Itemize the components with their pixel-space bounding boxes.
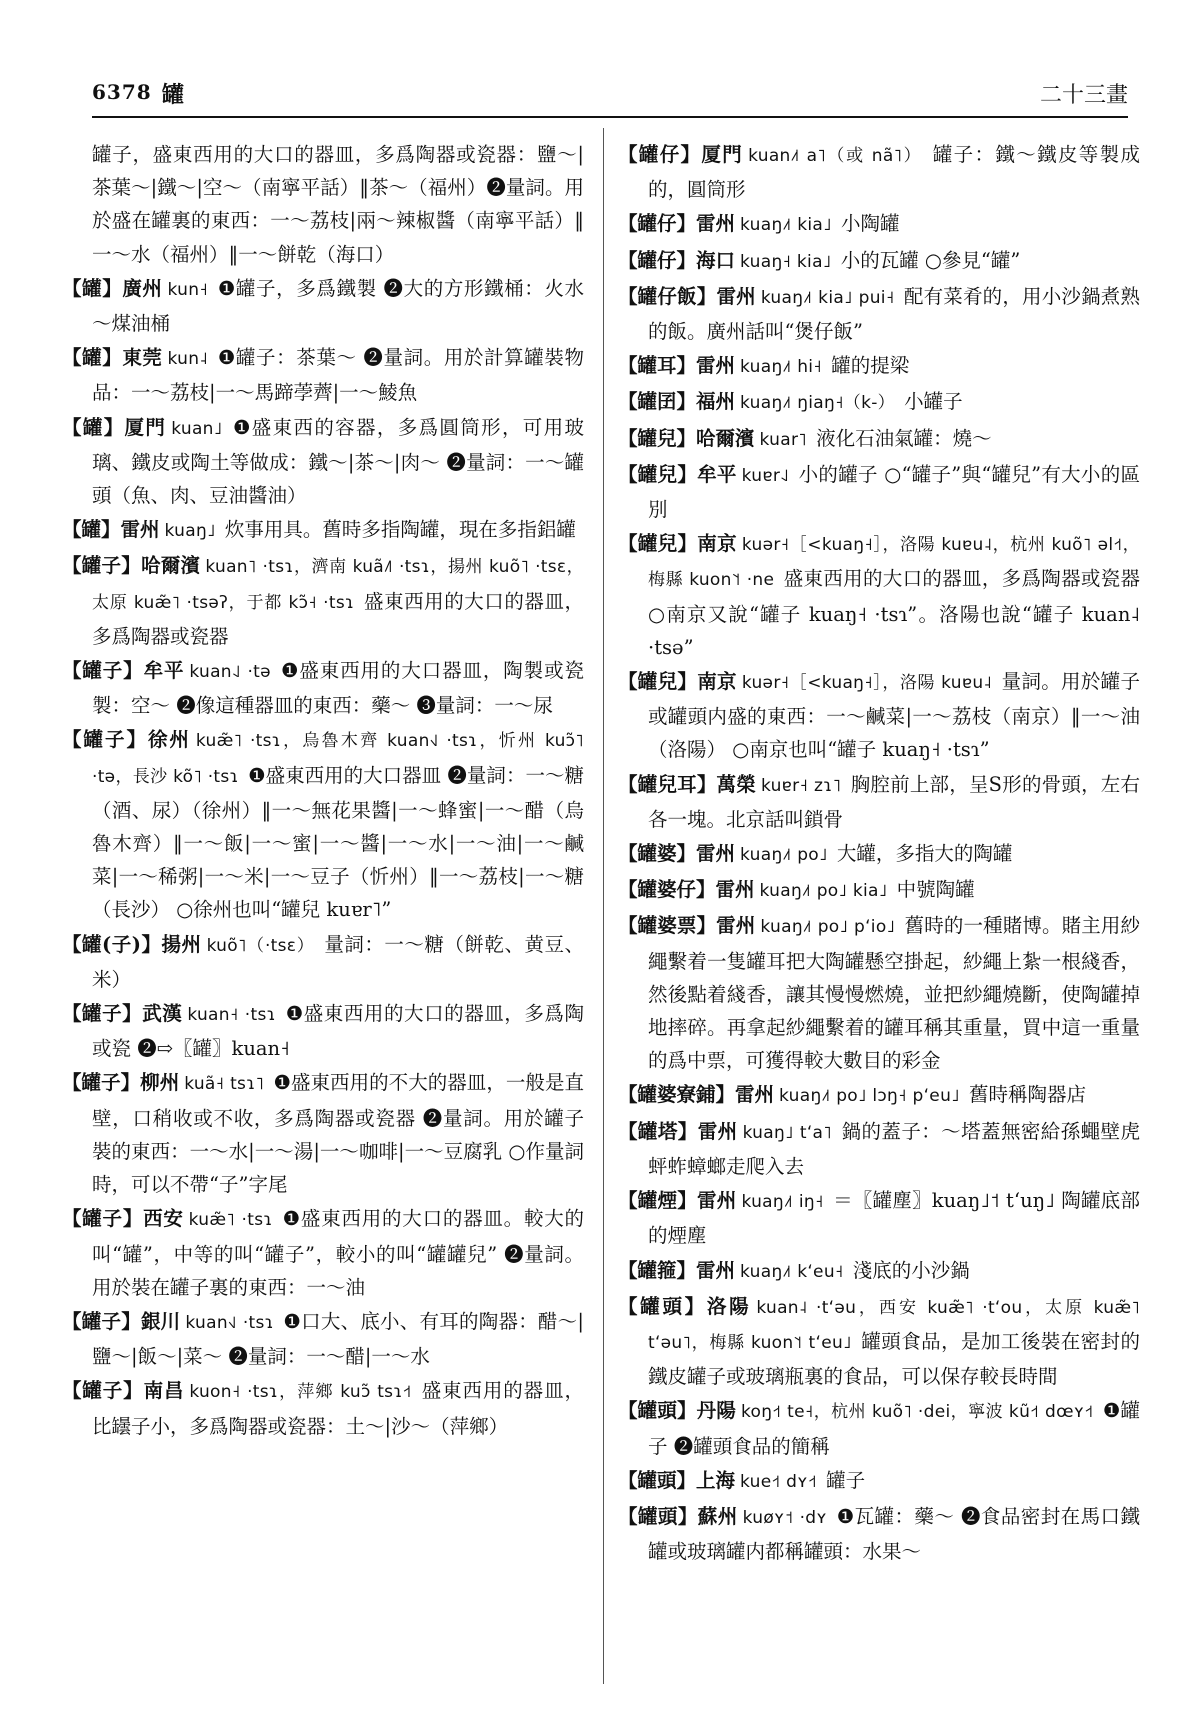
headword: 【罐頭】 bbox=[618, 1294, 707, 1318]
definition: ❶盛東西用的大口器皿 ❷量詞：一～糖（酒、尿）（徐州）‖一～無花果醬|一～蜂蜜|一～醋（烏魯木齊）‖一～飯|一～蜜|一～醬|一～水|一～油|一～鹹菜|一～稀粥|一～米|一～豆子（忻州）‖一～荔枝|一～糖（長沙） ○徐州也叫“罐兒 kuɐr˥” bbox=[92, 763, 584, 922]
dialect-location: 廣州 bbox=[122, 276, 163, 300]
dictionary-entry bbox=[618, 837, 1140, 872]
headword: 【罐】 bbox=[62, 415, 125, 439]
pronunciation: kuaŋ˩˦ kia˩ pui˧ bbox=[760, 287, 895, 308]
dictionary-entry bbox=[618, 244, 1140, 279]
pronunciation: kuaŋ˩ bbox=[164, 521, 216, 542]
right-column bbox=[618, 138, 1140, 1569]
dictionary-entry bbox=[618, 768, 1140, 836]
dictionary-entry bbox=[62, 513, 584, 548]
definition: 盛東西用的器皿，比罎子小，多爲陶器或瓷器：土～|沙～（萍鄉） bbox=[92, 1379, 584, 1438]
dictionary-entry bbox=[618, 207, 1140, 242]
pronunciation: kuaŋ˩˦ po˩ kia˩ bbox=[759, 881, 888, 902]
dictionary-entry bbox=[618, 349, 1140, 384]
dialect-location: 海口 bbox=[696, 248, 736, 272]
pronunciation: kue˧˦ dʏ˧˦ bbox=[740, 1471, 817, 1492]
definition: 舊時稱陶器店 bbox=[969, 1083, 1087, 1107]
head-character: 罐 bbox=[162, 82, 185, 108]
definition: ❶盛東西用的大口的器皿。較大的叫“罐”，中等的叫“罐子”，較小的叫“罐罐兒” ❷量詞。用於裝在罐子裏的東西：一～油 bbox=[92, 1207, 584, 1299]
dialect-location: 西安 bbox=[143, 1207, 184, 1231]
dictionary-entry bbox=[618, 280, 1140, 348]
dictionary-entry bbox=[62, 341, 584, 409]
headword: 【罐子】 bbox=[62, 728, 148, 752]
headword: 【罐子】 bbox=[62, 1379, 144, 1403]
page-header bbox=[92, 78, 1128, 118]
definition: ❶罐子：茶葉～ ❷量詞。用於計算罐裝物品：一～荔枝|一～馬蹄荸薺|一～鯪魚 bbox=[92, 346, 584, 405]
pronunciation: kuan˥ ·tsɿ，濟南 kuã˩˥ ·tsɿ，揚州 kuõ˥ ·tsɛ，太原 kuæ̃˥ ·tsəʔ，于都 kɔ̃˧ ·tsɿ bbox=[92, 557, 584, 613]
pronunciation: kuan˩˦ a˥（或 nã˥） bbox=[748, 146, 923, 166]
dialect-location: 蘇州 bbox=[697, 1504, 738, 1528]
definition: 小罐子 bbox=[904, 390, 963, 414]
definition: ❶罐子 ❷罐頭食品的簡稱 bbox=[648, 1399, 1140, 1458]
definition: 罐的提梁 bbox=[831, 354, 910, 378]
dialect-location: 雷州 bbox=[696, 1258, 736, 1282]
headword: 【罐兒】 bbox=[618, 670, 698, 694]
definition: ❶盛東西用的大口器皿，陶製或瓷製：空～ ❷像這種器皿的東西：藥～ ❸量詞：一～尿 bbox=[92, 659, 584, 718]
dialect-location: 丹陽 bbox=[696, 1399, 736, 1423]
definition: 液化石油氣罐：燒～ bbox=[816, 426, 992, 450]
headword: 【罐子】 bbox=[62, 554, 142, 578]
dialect-location: 萬榮 bbox=[716, 772, 756, 796]
pronunciation: kuan˨ ·tʻəu，西安 kuæ̃˥ ·tʻou，太原 kuæ̃˥ tʻəu˥，梅縣 kuon˥˦ tʻeu˩ bbox=[648, 1297, 1140, 1353]
headword: 【罐塔】 bbox=[618, 1119, 698, 1143]
headword: 【罐婆】 bbox=[618, 842, 697, 866]
dialect-location: 洛陽 bbox=[706, 1294, 752, 1318]
headword: 【罐子】 bbox=[62, 1309, 141, 1333]
dictionary-entry bbox=[62, 1066, 584, 1201]
dictionary-entry bbox=[62, 1202, 584, 1304]
dialect-location: 雷州 bbox=[120, 518, 160, 542]
headword: 【罐兒耳】 bbox=[618, 772, 717, 796]
definition: 罐子：鐵～鐵皮等製成的，圓筒形 bbox=[648, 143, 1140, 202]
pronunciation: kuaŋ˩˦ po˩ lɔŋ˧ pʻeu˩ bbox=[779, 1086, 960, 1107]
dialect-location: 雷州 bbox=[716, 284, 756, 308]
dialect-location: 雷州 bbox=[735, 1083, 775, 1107]
dictionary-entry bbox=[62, 928, 584, 996]
definition: 罐子，盛東西用的大口的器皿，多爲陶器或瓷器：鹽～|茶葉～|鐵～|空～（南寧平話）‖茶～（福州）❷量詞。用於盛在罐裏的東西：一～荔枝|兩～辣椒醬（南寧平話）‖一～水（福州）‖一～餅乾（海口） bbox=[92, 143, 584, 266]
pronunciation: kuar˥ bbox=[759, 429, 807, 450]
headword: 【罐婆仔】 bbox=[618, 878, 716, 902]
dialect-location: 雷州 bbox=[696, 212, 736, 236]
dictionary-entry bbox=[618, 1394, 1140, 1462]
definition: 炊事用具。舊時多指陶罐，現在多指鋁罐 bbox=[224, 518, 576, 542]
definition: 盛東西用的大口的器皿，多爲陶器或瓷器 bbox=[92, 589, 584, 648]
definition: 小的瓦罐 ○參見“罐” bbox=[840, 248, 1021, 272]
left-column bbox=[62, 138, 584, 1444]
headword: 【罐子】 bbox=[62, 1207, 144, 1231]
pronunciation: kuaŋ˩˦ kia˩ bbox=[740, 215, 832, 236]
dictionary-entry bbox=[62, 411, 584, 513]
dictionary-entry bbox=[618, 1115, 1140, 1183]
headword: 【罐兒】 bbox=[618, 426, 697, 450]
dictionary-entry bbox=[62, 654, 584, 722]
headword: 【罐(子)】 bbox=[62, 932, 162, 956]
definition: 配有菜肴的，用小沙鍋煮熟的飯。廣州話叫“煲仔飯” bbox=[648, 284, 1140, 344]
dictionary-entry bbox=[62, 272, 584, 340]
pronunciation: kuan˧˩ ·tsɿ bbox=[185, 1312, 274, 1333]
dictionary-entry bbox=[618, 422, 1140, 457]
dictionary-entry bbox=[618, 527, 1140, 664]
dictionary-entry bbox=[618, 665, 1140, 767]
pronunciation: kuøʏ˦ ·dʏ bbox=[742, 1507, 828, 1528]
pronunciation: kuaŋ˧ kia˩ bbox=[740, 251, 832, 272]
pronunciation: kuaŋ˩˦ kʻeu˧ bbox=[740, 1261, 844, 1282]
definition: 量詞：一～糖（餅乾、黄豆、米） bbox=[92, 932, 584, 991]
dialect-location: 揚州 bbox=[161, 932, 202, 956]
dialect-location: 牟平 bbox=[143, 659, 185, 683]
headword: 【罐婆票】 bbox=[618, 914, 717, 938]
pronunciation: kuan˩ bbox=[171, 418, 223, 439]
dictionary-entry bbox=[618, 458, 1140, 526]
definition: 小的罐子 ○“罐子”與“罐兒”有大小的區別 bbox=[648, 462, 1140, 522]
definition: 中號陶罐 bbox=[896, 878, 975, 902]
pronunciation: kuaŋ˩ tʻa˥ bbox=[742, 1122, 832, 1143]
pronunciation: kuan˧ ·tsɿ bbox=[187, 1005, 276, 1026]
definition: 盛東西用的大口的器皿，多爲陶器或瓷器 ○南京又說“罐子 kuaŋ˧ ·tsɿ”。洛陽也說“罐子 kuan˨ ·tsə” bbox=[648, 567, 1140, 659]
headword: 【罐頭】 bbox=[618, 1468, 697, 1492]
dictionary-entry bbox=[618, 1290, 1140, 1394]
pronunciation: kun˧ bbox=[167, 279, 209, 300]
dialect-location: 雷州 bbox=[696, 354, 736, 378]
pronunciation: kuæ̃˥ ·tsɿ bbox=[188, 1210, 273, 1231]
pronunciation: kuɐr˧ zɿ˥ bbox=[760, 775, 842, 796]
headword: 【罐兒】 bbox=[618, 532, 698, 556]
definition: ❶口大、底小、有耳的陶器：醋～|鹽～|飯～|菜～ ❷量詞：一～醋|一～水 bbox=[92, 1309, 584, 1369]
pronunciation: kun˨ bbox=[167, 349, 209, 370]
headword: 【罐婆寮鋪】 bbox=[618, 1083, 736, 1107]
headword: 【罐頭】 bbox=[618, 1399, 697, 1423]
headword: 【罐兒】 bbox=[618, 462, 698, 486]
dictionary-entry bbox=[618, 1078, 1140, 1113]
definition: ❶盛東西用的不大的器皿，一般是直壁，口稍收或不收，多爲陶器或瓷器 ❷量詞。用於罐子裝的東西：一～水|一～湯|一～咖啡|一～豆腐乳 ○作量詞時，可以不帶“子”字尾 bbox=[92, 1071, 584, 1197]
headword: 【罐仔】 bbox=[618, 248, 697, 272]
definition: ❶盛東西的容器，多爲圓筒形，可用玻璃、鐵皮或陶土等做成：鐵～|茶～|肉～ ❷量詞：一～罐頭（魚、肉、豆油醬油） bbox=[92, 415, 584, 508]
headword: 【罐仔】 bbox=[618, 212, 697, 236]
dictionary-entry bbox=[618, 1464, 1140, 1499]
definition: 小陶罐 bbox=[840, 212, 900, 236]
dialect-location: 東莞 bbox=[122, 346, 163, 370]
dialect-location: 厦門 bbox=[124, 415, 167, 439]
headword: 【罐囝】 bbox=[618, 390, 697, 414]
column-divider bbox=[603, 128, 604, 1684]
dictionary-entry bbox=[62, 723, 584, 926]
dialect-location: 銀川 bbox=[140, 1309, 181, 1333]
headword: 【罐煙】 bbox=[618, 1189, 697, 1213]
dictionary-entry bbox=[618, 138, 1140, 206]
definition: 罐頭食品，是加工後裝在密封的鐵皮罐子或玻璃瓶裏的食品，可以保存較長時間 bbox=[648, 1329, 1140, 1389]
dictionary-entry bbox=[618, 1254, 1140, 1289]
pronunciation: kuã˧ tsɿ˥ bbox=[184, 1074, 265, 1095]
pronunciation: kuaŋ˩˦ po˩ pʻio˩ bbox=[760, 917, 896, 938]
dictionary-entry bbox=[62, 1305, 584, 1373]
definition: 罐子 bbox=[826, 1468, 866, 1492]
headword: 【罐子】 bbox=[62, 659, 144, 683]
dialect-location: 雷州 bbox=[696, 842, 736, 866]
pronunciation: kuon˧ ·tsɿ，萍鄉 kuɔ̃ tsɿ˧˦ bbox=[189, 1382, 412, 1403]
dialect-location: 雷州 bbox=[715, 878, 755, 902]
definition: ＝〖罐塵〗kuaŋ˩˦ tʻuŋ˩ 陶罐底部的煙塵 bbox=[648, 1189, 1140, 1248]
definition: 鍋的蓋子：～塔蓋無密給孫蠅壁虎蚲蚱蟑螂走爬入去 bbox=[648, 1119, 1140, 1178]
pronunciation: kuər˧［<kuaŋ˧］，洛陽 kuɐu˨，杭州 kuõ˥ əl˧˦，梅縣 kuon˥˦ ·ne bbox=[648, 535, 1140, 591]
dictionary-entry bbox=[62, 997, 584, 1065]
pronunciation: kuaŋ˩˦ po˩ bbox=[740, 845, 828, 866]
pronunciation: kuan˨˩ ·tə bbox=[189, 662, 271, 683]
headword: 【罐】 bbox=[62, 518, 121, 542]
headword: 【罐仔飯】 bbox=[618, 284, 717, 308]
dialect-location: 武漢 bbox=[142, 1002, 183, 1026]
definition: 量詞。用於罐子或罐頭内盛的東西：一～鹹菜|一～荔枝（南京）‖一～油（洛陽） ○南京也叫“罐子 kuaŋ˧ ·tsɿ” bbox=[648, 670, 1140, 762]
dictionary-entry bbox=[618, 873, 1140, 908]
dialect-location: 上海 bbox=[696, 1468, 736, 1492]
dialect-location: 哈爾濱 bbox=[696, 426, 755, 450]
definition: 淺底的小沙鍋 bbox=[852, 1258, 970, 1282]
section-label: 二十三畫 bbox=[1039, 83, 1128, 108]
definition: ❶盛東西用的大口的器皿，多爲陶或瓷 ❷⇨〖罐〗kuan˧ bbox=[92, 1002, 584, 1061]
headword: 【罐耳】 bbox=[618, 354, 697, 378]
pronunciation: kuər˧［<kuaŋ˧］，洛陽 kuɐu˨ bbox=[741, 673, 993, 694]
definition: 胸腔前上部，呈S形的骨頭，左右各一塊。北京話叫鎖骨 bbox=[648, 772, 1140, 831]
dictionary-entry bbox=[618, 1500, 1140, 1568]
dictionary-entry bbox=[618, 385, 1140, 420]
dialect-location: 哈爾濱 bbox=[141, 554, 201, 578]
dialect-location: 福州 bbox=[696, 390, 736, 414]
pronunciation: kuaŋ˩˦ hi˧ bbox=[740, 357, 822, 378]
dialect-location: 雷州 bbox=[716, 914, 756, 938]
dialect-location: 南昌 bbox=[143, 1379, 185, 1403]
definition: 大罐，多指大的陶罐 bbox=[836, 842, 1013, 866]
headword: 【罐】 bbox=[62, 346, 123, 370]
headword: 【罐箍】 bbox=[618, 1258, 697, 1282]
dictionary-entry bbox=[618, 1184, 1140, 1252]
dialect-location: 南京 bbox=[697, 670, 737, 694]
dialect-location: 雷州 bbox=[697, 1119, 738, 1143]
dictionary-entry bbox=[62, 1374, 584, 1442]
pronunciation: kuæ̃˥ ·tsɿ，烏魯木齊 kuan˧˩ ·tsɿ，忻州 kuɔ̃˥ ·tə，長沙 kõ˥ ·tsɿ bbox=[92, 731, 584, 787]
pronunciation: koŋ˧˦ te˧，杭州 kuõ˥ ·dei，寧波 kũ˧˦ dœʏ˧˦ bbox=[740, 1402, 1094, 1423]
dialect-location: 徐州 bbox=[147, 728, 191, 752]
pronunciation: kuaŋ˩˦ iŋ˧ bbox=[741, 1192, 824, 1213]
pronunciation: kuaŋ˩˦ ŋiaŋ˧（k-） bbox=[740, 393, 895, 414]
dialect-location: 厦門 bbox=[701, 143, 744, 166]
dialect-location: 雷州 bbox=[696, 1189, 737, 1213]
definition: 舊時的一種賭博。賭主用紗繩繫着一隻罐耳把大陶罐懸空掛起，紗繩上紮一根綫香，然後點着綫香，讓其慢慢燃燒，並把紗繩燒斷，使陶罐掉地摔碎。再拿起紗繩繫着的罐耳稱其重量，買中這一重量的爲中票，可獲得較大數目的彩金 bbox=[648, 914, 1140, 1073]
dictionary-entry bbox=[62, 549, 584, 653]
headword: 【罐子】 bbox=[62, 1002, 143, 1026]
dialect-location: 柳州 bbox=[140, 1071, 180, 1095]
dictionary-entry bbox=[618, 909, 1140, 1077]
page-number: 6378 bbox=[92, 80, 152, 104]
headword: 【罐子】 bbox=[62, 1071, 141, 1095]
headword: 【罐仔】 bbox=[618, 143, 702, 166]
definition: ❶罐子，多爲鐵製 ❷大的方形鐵桶：火水～煤油桶 bbox=[92, 276, 584, 336]
pronunciation: kuɐr˨˩ bbox=[741, 465, 790, 486]
headword: 【罐頭】 bbox=[618, 1504, 698, 1528]
dictionary-entry bbox=[62, 138, 584, 271]
dialect-location: 牟平 bbox=[697, 462, 737, 486]
pronunciation: kuõ˥（·tsɛ） bbox=[206, 935, 315, 956]
dialect-location: 南京 bbox=[697, 532, 737, 556]
header-rule bbox=[92, 116, 1128, 118]
headword: 【罐】 bbox=[62, 276, 123, 300]
definition: ❶瓦罐：藥～ ❷食品密封在馬口鐵罐或玻璃罐内都稱罐頭：水果～ bbox=[648, 1504, 1140, 1564]
